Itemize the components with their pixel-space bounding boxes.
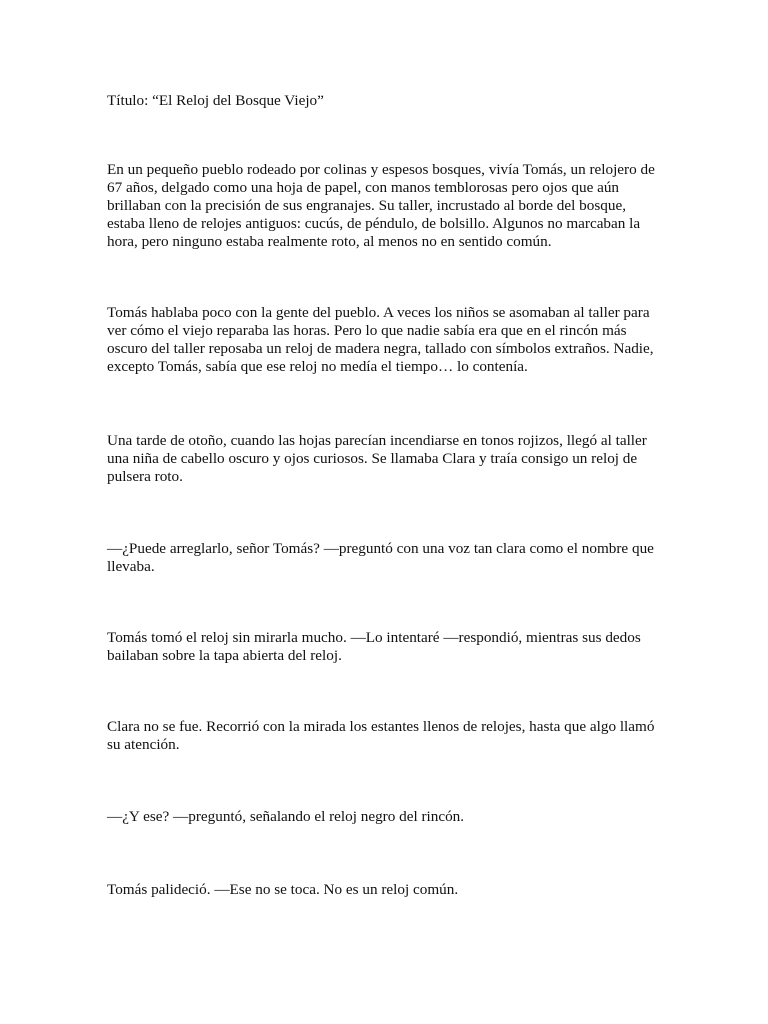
paragraph-4-line-1: —¿Puede arreglarlo, señor Tomás? —preguntó con una voz tan clara como el nombre que: [107, 540, 654, 557]
paragraph-3-line-3: pulsera roto.: [107, 468, 183, 485]
paragraph-3-line-2: una niña de cabello oscuro y ojos curiosos. Se llamaba Clara y traía consigo un reloj de: [107, 450, 638, 467]
paragraph-2-line-1: Tomás hablaba poco con la gente del pueblo. A veces los niños se asomaban al taller para: [107, 304, 650, 321]
paragraph-7-line-1: —¿Y ese? —preguntó, señalando el reloj negro del rincón.: [107, 808, 465, 825]
paragraph-1-line-2: 67 años, delgado como una hoja de papel, con manos temblorosas pero ojos que aún: [107, 179, 620, 196]
paragraph-5-line-1: Tomás tomó el reloj sin mirarla mucho. —Lo intentaré —respondió, mientras sus dedos: [107, 629, 641, 646]
paragraph-1-line-1: En un pequeño pueblo rodeado por colinas y espesos bosques, vivía Tomás, un relojero de: [107, 161, 655, 178]
paragraph-6-line-1: Clara no se fue. Recorrió con la mirada los estantes llenos de relojes, hasta que algo llamó: [107, 718, 655, 735]
paragraph-1-line-4: estaba lleno de relojes antiguos: cucús, de péndulo, de bolsillo. Algunos no marcaban la: [107, 215, 641, 232]
paragraph-3-line-1: Una tarde de otoño, cuando las hojas parecían incendiarse en tonos rojizos, llegó al taller: [107, 432, 647, 449]
paragraph-2-line-4: excepto Tomás, sabía que ese reloj no medía el tiempo… lo contenía.: [107, 358, 528, 375]
paragraph-2-line-3: oscuro del taller reposaba un reloj de madera negra, tallado con símbolos extraños. Nadie,: [107, 340, 654, 357]
document-title: Título: “El Reloj del Bosque Viejo”: [107, 92, 324, 109]
paragraph-1-line-3: brillaban con la precisión de sus engranajes. Su taller, incrustado al borde del bosque,: [107, 197, 626, 214]
paragraph-1-line-5: hora, pero ninguno estaba realmente roto, al menos no en sentido común.: [107, 233, 552, 250]
paragraph-6-line-2: su atención.: [107, 736, 180, 753]
paragraph-8-line-1: Tomás palideció. —Ese no se toca. No es un reloj común.: [107, 881, 459, 898]
paragraph-2-line-2: ver cómo el viejo reparaba las horas. Pero lo que nadie sabía era que en el rincón más: [107, 322, 627, 339]
paragraph-5-line-2: bailaban sobre la tapa abierta del reloj.: [107, 647, 342, 664]
paragraph-4-line-2: llevaba.: [107, 558, 155, 575]
